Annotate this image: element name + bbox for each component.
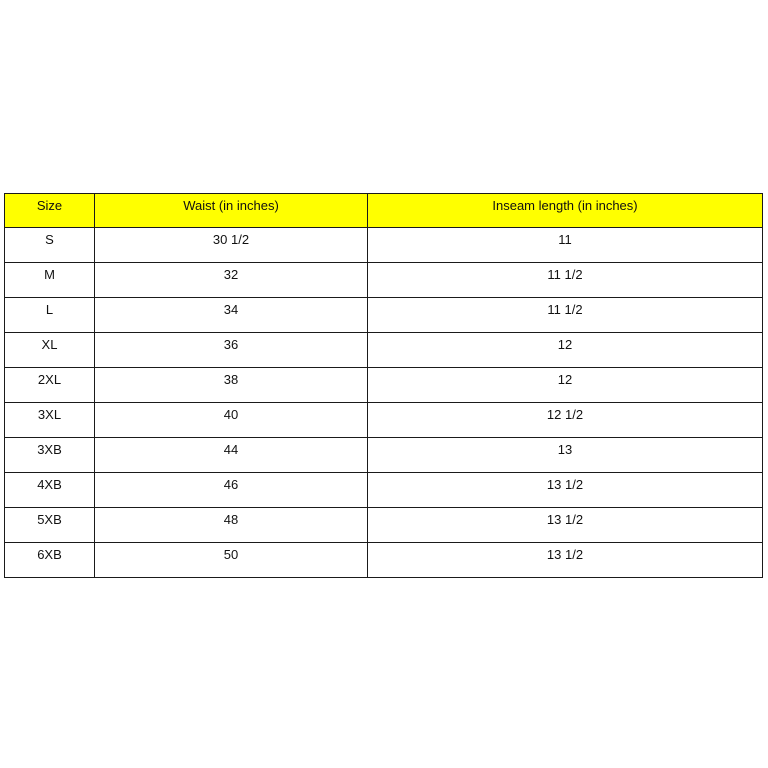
cell-waist: 36 [95,333,368,368]
table-row [5,508,763,543]
cell-waist: 48 [95,508,368,543]
cell-size: M [5,263,95,298]
cell-size: 2XL [5,368,95,403]
cell-waist: 50 [95,543,368,578]
table-row [5,333,763,368]
cell-size: 6XB [5,543,95,578]
cell-inseam: 13 1/2 [368,473,763,508]
table-row [5,438,763,473]
size-chart-table [4,193,763,578]
cell-inseam: 12 [368,368,763,403]
cell-size: 3XB [5,438,95,473]
header-row [5,194,763,228]
cell-size: 4XB [5,473,95,508]
cell-size: XL [5,333,95,368]
cell-waist: 46 [95,473,368,508]
cell-waist: 30 1/2 [95,228,368,263]
cell-inseam: 12 [368,333,763,368]
cell-inseam: 11 [368,228,763,263]
table-row [5,263,763,298]
cell-size: L [5,298,95,333]
cell-size: S [5,228,95,263]
cell-waist: 44 [95,438,368,473]
cell-inseam: 13 1/2 [368,543,763,578]
table-row [5,298,763,333]
cell-waist: 32 [95,263,368,298]
table-row [5,368,763,403]
header-inseam: Inseam length (in inches) [368,194,763,228]
cell-waist: 34 [95,298,368,333]
cell-waist: 40 [95,403,368,438]
cell-inseam: 11 1/2 [368,263,763,298]
cell-inseam: 11 1/2 [368,298,763,333]
cell-inseam: 13 1/2 [368,508,763,543]
table-row [5,543,763,578]
table-row [5,473,763,508]
cell-size: 5XB [5,508,95,543]
table-body [5,228,763,578]
table-row [5,228,763,263]
cell-inseam: 13 [368,438,763,473]
cell-waist: 38 [95,368,368,403]
table-header [5,194,763,228]
table-row [5,403,763,438]
header-size: Size [5,194,95,228]
cell-inseam: 12 1/2 [368,403,763,438]
cell-size: 3XL [5,403,95,438]
header-waist: Waist (in inches) [95,194,368,228]
